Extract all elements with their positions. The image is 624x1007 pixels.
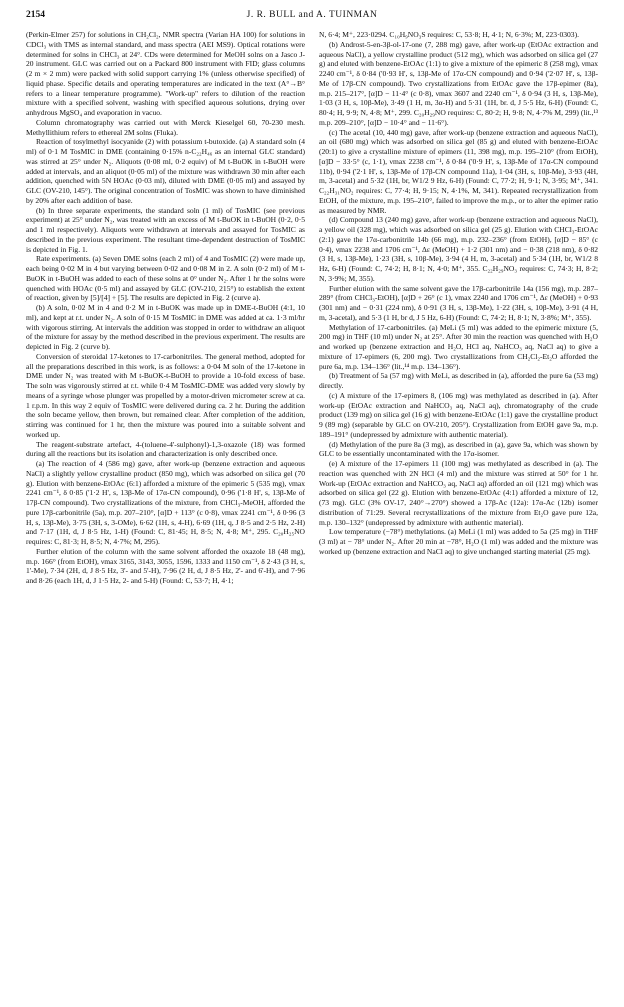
left-column xyxy=(26,30,305,999)
paragraph: (b) Androst-5-en-3β-ol-17-one (7, 288 mg) gave, after work-up (EtOAc extraction and aqueous NaCl), a yellow crystalline product (512 mg), which was adsorbed on silica gel (27 g) and eluted with benzene-EtOAc (1:1) to give a mixture of the epimeric 8 (258 mg), νmax 2240 cm⁻¹, δ 0·84 ('0·93 H', s, 13β-Me of 17α-CN compound) and 0·94 ('2·07 H', s, 13β-Me of 17β-CN compound). Two crystallizations from EtOAc gave the 17β-epimer (8a), m.p. 215–217°, [α]D − 11·4° (c 0·8), νmax 3607 and 2240 cm⁻¹, δ 0·94 (3 H, s, 13β-Me), 1·03 (3 H, s, 10β-Me), 3·49 (1 H, m, 3α-H) and 5·31 (1H, br. d, J 5·5 Hz, 6-H) (Found: C, 80·4; H, 9·9; N, 4·8; M⁺, 299. C₂₀H₂₉NO requires: C, 80·2; H, 9·8; N, 4·7% M, 299) (lit.,¹³ m.p. 209–210°, [α]D − 10·4° and − 11·6°). xyxy=(319,39,598,127)
two-column-body xyxy=(26,30,598,999)
paragraph: (d) Methylation of the pure 8a (3 mg), as described in (a), gave 9a, which was shown by GLC to be essentially uncontaminated with the 17α-isomer. xyxy=(319,439,598,459)
paragraph: Conversion of steroidal 17-ketones to 17-carbonitriles. The general method, adopted for all the preparations described in this work, is as follows: a 0·04 M soln of the 17-ketone in DME under N₂ was treated with M t-BuOK-t-BuOH to provide a 10-fold excess of base. The soln was vigorously stirred at r.t. while 0·4 M TosMIC-DME was added very slowly by means of a syringe whose plunger was propelled by a motor-driven micrometer screw at ca. 1 r.p.m. In this way 2 equiv of TosMIC were delivered during ca. 2 hr. During the addition the soln became yellow, then brown, but remained clear. After completion of the addition, stirring was continued for 1 hr, then the mixture was poured into a suitable solvent and worked up. xyxy=(26,351,305,439)
paragraph: Rate experiments. (a) Seven DME solns (each 2 ml) of 4 and TosMIC (2) were made up, each being 0·02 M in 4 but varying between 0·02 and 0·08 M in 2. A soln (0·2 ml) of M t-BuOK in t-BuOH was added to each of these solns at 0° under N₂. After 1 hr the solns were quenched with HOAc (0·5 ml) and assayed by GLC (OV-210, 215°) to establish the extent of reaction, given by [5]/[4] + [5]. The results are depicted in Fig. 2 (curve a). xyxy=(26,254,305,303)
paragraph: The reagent-substrate artefact, 4-(toluene-4'-sulphonyl)-1,3-oxazole (18) was formed during all the reactions but its isolation and characterization is only described once. xyxy=(26,439,305,459)
paragraph: Reaction of tosylmethyl isocyanide (2) with potassium t-butoxide. (a) A standard soln (4 ml) of 0·1 M TosMIC in DME (containing 0·15% n-C₂₂H₄₆ as an internal GLC standard) was stirred at 25° under N₂. Aliquots (0·08 ml, 0·2 equiv) of M t-BuOK in t-BuOH were added at intervals, and an aliquot (0·05 ml) of the mixture was withdrawn 30 min after each addition, quenched with 5N HOAc (0·03 ml), diluted with DME (0·05 ml) and assayed by GLC (OV-210, 145°). The original concentration of TosMIC was shown to have diminished by 20% after each addition of base. xyxy=(26,137,305,205)
paragraph: (b) A soln, 0·02 M in 4 and 0·2 M in t-BuOK was made up in DME-t-BuOH (4:1, 10 ml), and kept at r.t. under N₂. A soln of 0·15 M TosMIC in DME was added at ca. 1·3 ml/hr with vigorous stirring. At intervals the addition was stopped in order to withdraw an aliquot of the mixture for assay by the method described in the previous experiment. The results are depicted in Fig. 2 (curve b). xyxy=(26,303,305,351)
paragraph: N, 6·4; M⁺, 223·0294. C₁₀H₉NO₃S requires: C, 53·8; H, 4·1; N, 6·3%; M, 223·0303). xyxy=(319,30,579,39)
paragraph: Column chromatography was carried out with Merck Kieselgel 60, 70-230 mesh. Methyllithium refers to ethereal 2M solns (Fluka). xyxy=(26,117,305,137)
page-number: 2154 xyxy=(26,10,45,20)
paragraph: (Perkin-Elmer 257) for solutions in CH₂Cl₂, NMR spectra (Varian HA 100) for solutions in CDCl₃ with TMS as internal standard, and mass spectra (AEI MS9). Optical rotations were determined for solns in CHCl₃ at 24°. CDs were determined for MeOH solns on a Jasco J-20 instrument. GLC was carried out on a Packard 800 instrument with FID; glass columns (2 m × 2 mm) were packed with solid support carrying 1% (unless otherwise specified) of liquid phase. Specific details and operating temperatures are indicated in the text (A°→B° refers to a linear temperature programme). "Work-up" refers to dilution of the reaction mixture with a specified solvent, washing with specified aqueous solutions, drying over anhydrous MgSO₄ and evaporation in vacuo. xyxy=(26,30,305,117)
paragraph: (c) A mixture of the 17-epimers 8, (106 mg) was methylated as described in (a). After work-up (EtOAc extraction and NaHCO₃ aq, NaCl aq), chromatography of the crude product (139 mg) on silica gel (16 g) with benzene-EtOAc (1:1) gave the crystalline product 9 (89 mg) (separable by GLC on OV-210, 205°). Crystallization from EtOH gave 9a, m.p. 189–191° (undepressed by admixture with authentic material). xyxy=(319,390,598,439)
paragraph: Further elution with the same solvent gave the 17β-carbonitrile 14a (156 mg), m.p. 287–289° (from CHCl₃-EtOH), [α]D + 26° (c 1), νmax 2240 and 1706 cm⁻¹, Δε (MeOH) + 0·93 (301 nm) and − 0·31 (224 nm), δ 0·91 (3 H, s, 13β-Me), 1·22 (3H, s, 10β-Me), 3·91 (4 H, m, 3-acetal), and 5·3 (1 H, br d, J 5 Hz, 6-H) (Found: C, 74·2; H, 8·1; N, 3·8%; M⁺, 355). xyxy=(319,283,598,322)
paragraph: (b) Treatment of 5a (57 mg) with MeLi, as described in (a), afforded the pure 6a (53 mg) directly. xyxy=(319,371,598,390)
paragraph: Low temperature (−78°) methylations. (a) MeLi (1 ml) was added to 5a (25 mg) in THF (3 ml) at − 78° under N₂. After 20 min at −78°, H₂O (1 ml) was added and the mixture was worked up (benzene extraction and NaCl aq) to give unchanged starting material (25 mg). xyxy=(319,527,598,556)
paragraph: (a) The reaction of 4 (586 mg) gave, after work-up (benzene extraction and aqueous NaCl) a slightly yellow crystalline product (850 mg), which was adsorbed on silica gel (70 g). Elution with benzene-EtOAc (6:1) afforded a mixture of the epimeric 5 (535 mg), νmax 2241 cm⁻¹, δ 0·85 ('1·2 H', s, 13β-Me of 17α-CN compound), 0·96 ('1·8 H', s, 13β-Me of 17β-CN compound). Two crystallizations of the mixture, from CHCl₃-MeOH, afforded the pure 17β-carbonitrile (5a), m.p. 207–210°, [α]D + 113° (c 0·8), νmax 2241 cm⁻¹, δ 0·96 (3 H, s, 13β-Me), 3·75 (3H, s, 3-OMe), 6·62 (1H, s, 4-H), 6·69 (1H, q, J 8·5 and 2·5 Hz, 2-H) and 7·17 (1H, d, J 8·5 Hz, 1-H) (Found: C, 81·45; H, 8·5; N, 4·8; M⁺, 295. C₂₀H₂₅NO requires: C, 81·3; H, 8·5; N, 4·7%; M, 295). xyxy=(26,459,305,546)
running-header xyxy=(26,10,598,24)
paragraph: (d) Compound 13 (240 mg) gave, after work-up (benzene extraction and aqueous NaCl), a yellow oil (328 mg), which was adsorbed on silica gel (25 g). Elution with CHCl₃-EtOAc (2:1) gave the 17α-carbonitrile 14b (66 mg), m.p. 232–236° (from EtOH), [α]D − 85° (c 0·4), νmax 2238 and 1706 cm⁻¹, Δε (MeOH) + 1·2 (301 nm) and − 0·38 (218 nm), δ 0·82 (3 H, s, 13β-Me), 1·23 (3H, s, 10β-Me), 3·94 (4 H, m, 3-acetal) and 5·34 (1H, br, W1/2 8 Hz, 6-H) (Found: C, 74·2; H, 8·1; N, 4·0; M⁺, 355. C₂₂H₂₉NO₃ requires: C, 74·3; H, 8·2; N, 3·9%; M, 355). xyxy=(319,215,598,283)
paragraph: Further elution of the column with the same solvent afforded the oxazole 18 (48 mg), m.p. 166° (from EtOH), νmax 3165, 3143, 3055, 1596, 1333 and 1150 cm⁻¹, δ 2·43 (3 H, s, 1'-Me), 7·34 (2H, d, J 8·5 Hz, 3'- and 5'-H), 7·96 (2 H, d, J 8·5 Hz, 2'- and 6'-H), and 7·96 and 8·26 (each 1H, d, J 1·5 Hz, 2- and 5-H) (Found: C, 53·7; H, 4·1; xyxy=(26,546,305,585)
paragraph: (c) The acetal (10, 440 mg) gave, after work-up (benzene extraction and aqueous NaCl), an oil (680 mg) which was adsorbed on silica gel (85 g) and eluted with benzene-EtOAc (20:1) to give a crystalline mixture of epimers (11, 398 mg), m.p. 195–210° (from EtOH), [α]D − 33·5° (c, 1·1), νmax 2238 cm⁻¹, δ 0·84 ('0·9 H', s, 13β-Me of 17α-CN compound 11b), 0·94 ('2·1 H', s, 13β-Me of 17β-CN compound 11a), 1·04 (3H, s, 10β-Me), 3·93 (4H, m, 3-acetal) and 5·32 (1H, br, W1/2 9 Hz, 6-H) (Found: C, 77·2; H, 9·1; N, 3·95; M⁺, 341. C₂₂H₃₁NO₂ requires: C, 77·4; H, 9·15; N, 4·1%, M, 341). Repeated recrystallization from EtOH, of the mixture, m.p. 195–210°, failed to improve the m.p., or to alter the epimer ratio as measured by NMR. xyxy=(319,127,598,215)
right-column xyxy=(319,30,598,999)
paragraph: (e) A mixture of the 17-epimers 11 (100 mg) was methylated as described in (a). The reaction was quenched with 2N HCl (4 ml) and the mixture was stirred at 50° for 1 hr. Work-up (EtOAc extraction and NaHCO₃ aq, NaCl aq) afforded an oil (121 mg) which was adsorbed on silica gel (22 g). Elution with benzene-EtOAc (4:1) afforded a mixture of 12, (73 mg). GLC (3% OV-17, 240°→270°) showed a 17β-Ac (12a): 17α-Ac (12b) isomer distribution of 71:29. Several recrystallizations of the mixture from Et₂O gave pure 12a, m.p. 130–132° (undepressed by admixture with authentic material). xyxy=(319,459,598,527)
paragraph: (b) In three separate experiments, the standard soln (1 ml) of TosMIC (see previous experiment) at 25° under N₂, was treated with an excess of M t-BuOK in t-BuOH (0·2, 0·5 and 1 ml respectively). Aliquots were withdrawn at intervals and assayed for TosMIC as described in the previous experiment. The resultant time-dependent destruction of TosMIC is depicted in Fig. 1. xyxy=(26,205,305,254)
paragraph: Methylation of 17-carbonitriles. (a) MeLi (5 ml) was added to the epimeric mixture (5, 200 mg) in THF (10 ml) under N₂ at 25°. After 30 min the reaction was quenched with H₂O and worked up (benzene extraction and H₂O, HCl aq, NaHCO₃ aq, NaCl aq) to give a mixture of 17-epimers (6, 200 mg). Two crystallizations from CH₂Cl₂-Et₂O afforded the pure 6a, m.p. 134–136° (lit.,¹⁴ m.p. 134–136°). xyxy=(319,322,598,371)
running-head-authors: J. R. BULL and A. TUINMAN xyxy=(246,10,378,20)
